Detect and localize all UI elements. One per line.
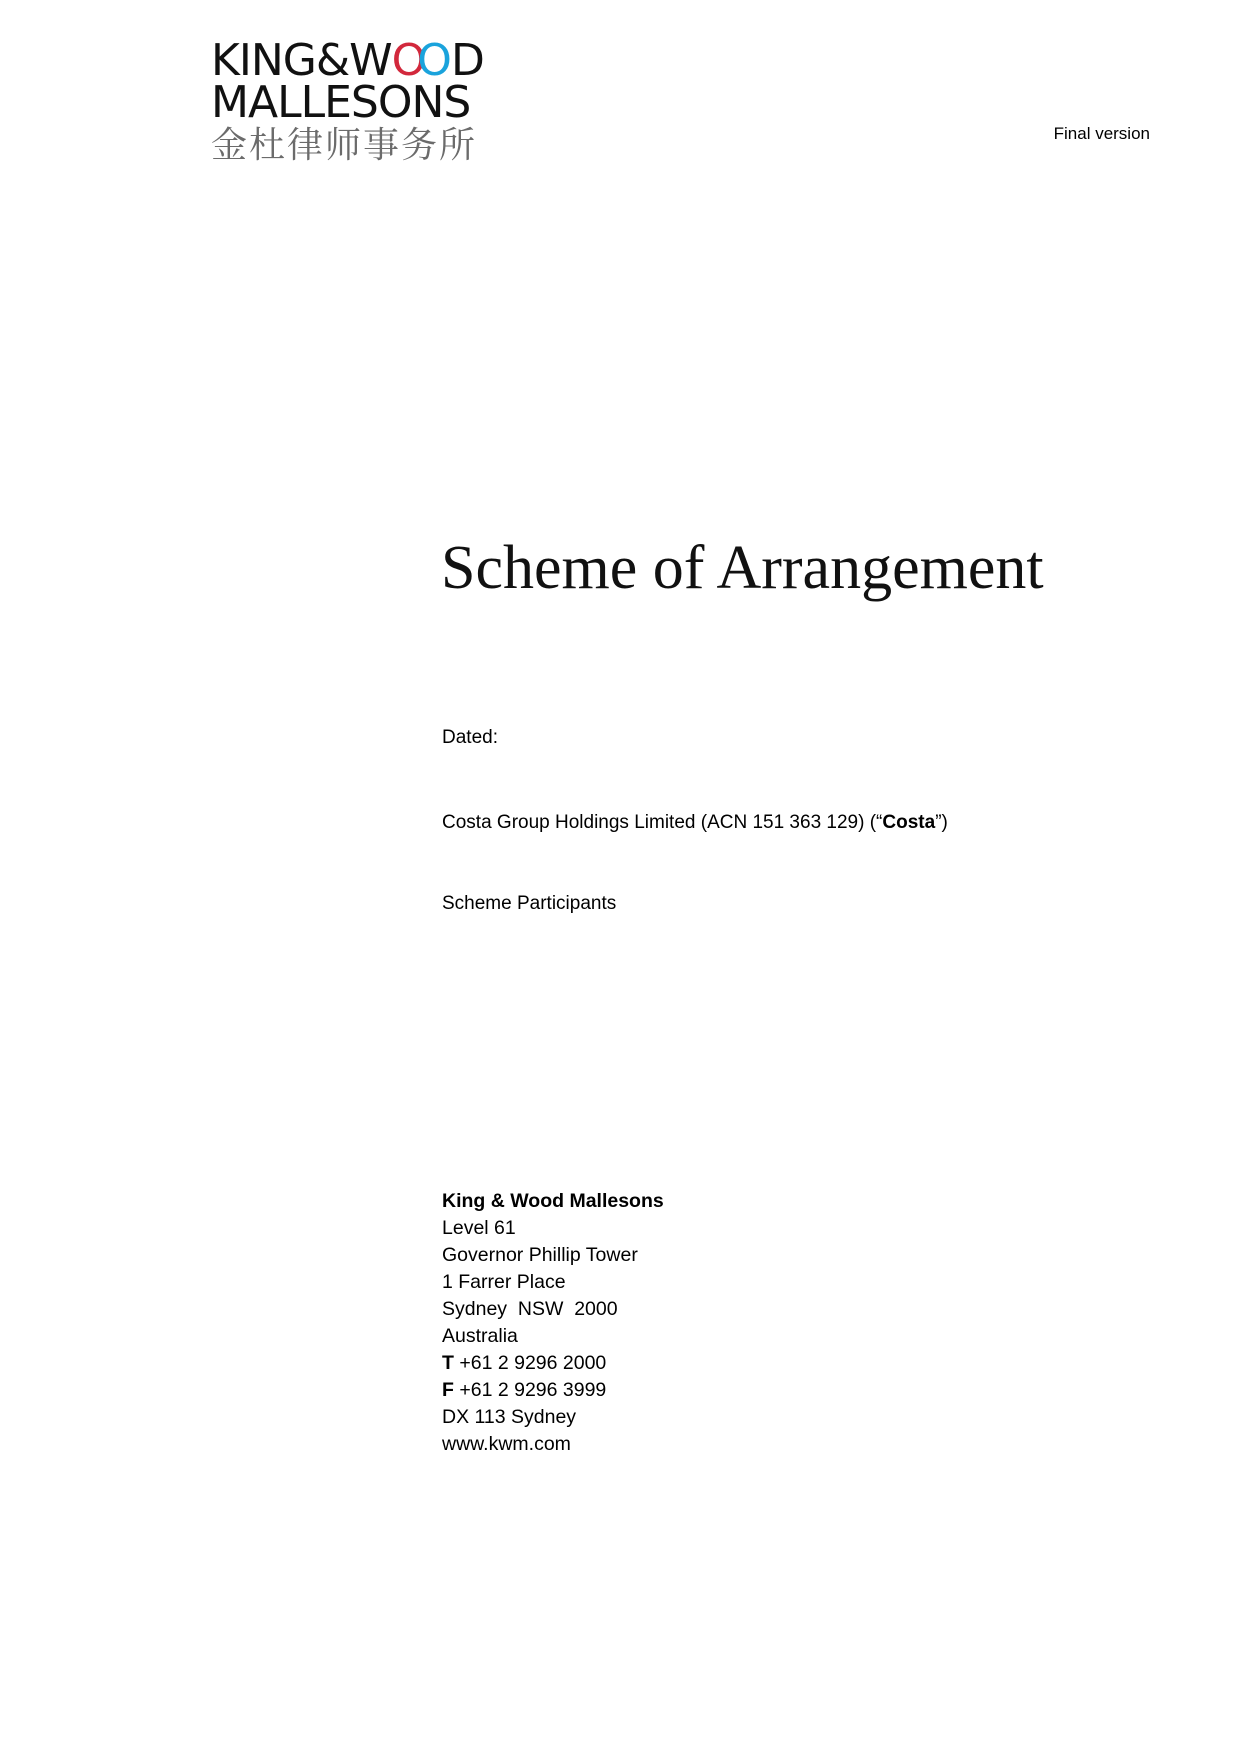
website-link[interactable]: www.kwm.com: [442, 1433, 571, 1455]
address-line: 1 Farrer Place: [442, 1271, 566, 1293]
fax-label: F: [442, 1379, 454, 1401]
logo-text-d: D: [450, 35, 484, 86]
phone-number: +61 2 9296 2000: [459, 1352, 607, 1374]
logo-text-king-w: KING&W: [211, 35, 392, 86]
address-line: Australia: [442, 1325, 518, 1347]
party-costa-defined-term: Costa: [882, 812, 936, 833]
firm-name: King & Wood Mallesons: [442, 1190, 664, 1212]
fax-line: [442, 1377, 664, 1404]
logo-red-o: O: [391, 35, 426, 86]
party-costa-suffix: ”): [935, 812, 948, 833]
party-costa: [442, 812, 948, 834]
phone-line: [442, 1350, 664, 1377]
logo-line-2: MALLESONS: [211, 77, 471, 128]
version-label: Final version: [1053, 124, 1150, 143]
logo-line-1: [211, 35, 491, 86]
dx-line: DX 113 Sydney: [442, 1406, 577, 1428]
address-line: Governor Phillip Tower: [442, 1244, 638, 1266]
party-scheme-participants: Scheme Participants: [442, 893, 617, 914]
phone-label: T: [442, 1352, 454, 1374]
logo-chinese-name: 金杜律师事务所: [211, 125, 478, 166]
address-line: Level 61: [442, 1217, 516, 1239]
firm-address-block: [442, 1188, 664, 1458]
logo-blue-o: O: [417, 35, 451, 86]
dated-label: Dated:: [442, 727, 498, 748]
address-line: Sydney NSW 2000: [442, 1298, 618, 1320]
firm-logo: [211, 35, 491, 168]
document-title: Scheme of Arrangement: [441, 534, 1044, 602]
fax-number: +61 2 9296 3999: [459, 1379, 607, 1401]
party-costa-prefix: Costa Group Holdings Limited (ACN 151 363 129) (“: [442, 812, 883, 833]
